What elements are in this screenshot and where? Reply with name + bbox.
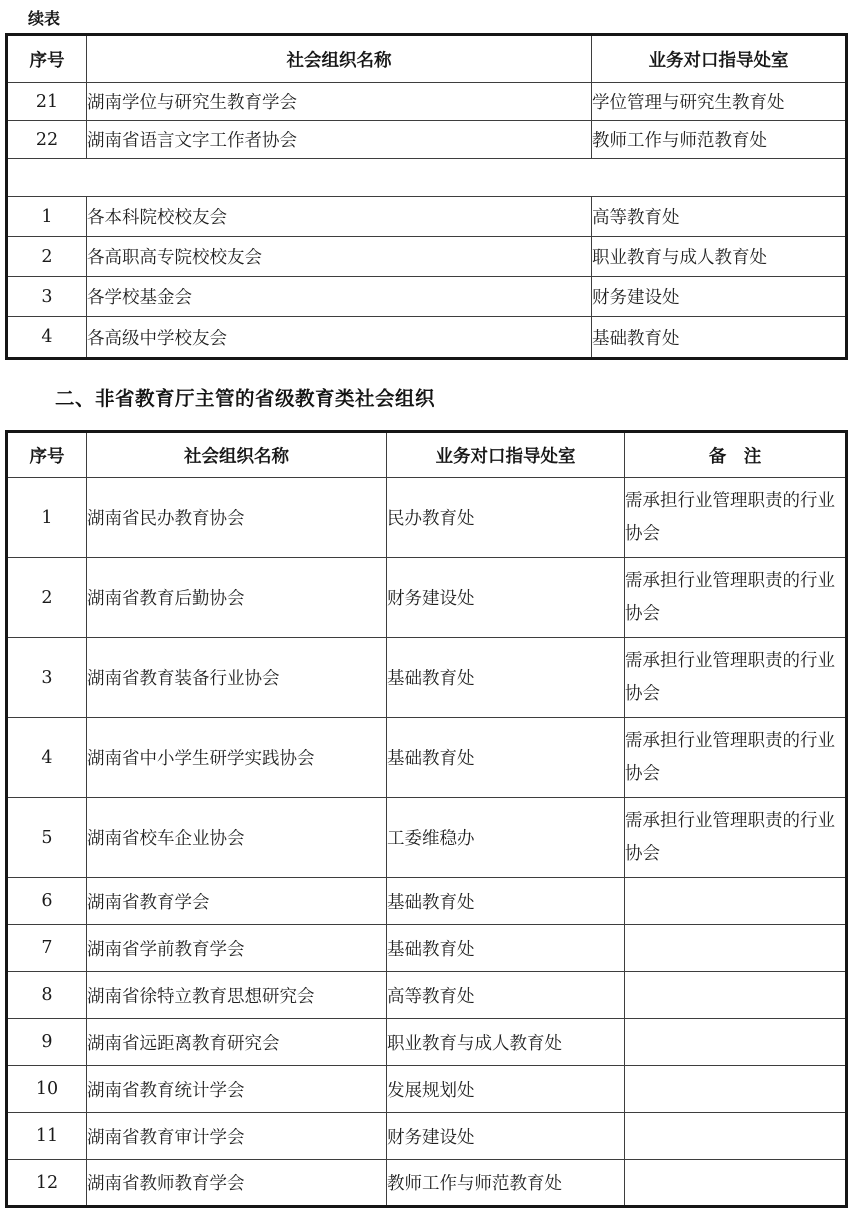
- column-header-seq: 序号: [7, 432, 87, 478]
- office-cell: 职业教育与成人教育处: [592, 237, 847, 277]
- office-cell: 高等教育处: [592, 197, 847, 237]
- office-cell: 工委维稳办: [387, 798, 625, 878]
- remark-cell: [625, 878, 847, 925]
- table-row: [7, 878, 847, 925]
- remark-cell: [625, 1160, 847, 1207]
- table1-body: [7, 83, 847, 359]
- row-number-cell: 4: [7, 718, 87, 798]
- table-header-row: [7, 35, 847, 83]
- column-header-remark: 备 注: [625, 432, 847, 478]
- column-header-seq: 序号: [7, 35, 87, 83]
- table-non-provincial-managed: [5, 430, 848, 1208]
- table-row: [7, 277, 847, 317]
- row-number-cell: 7: [7, 925, 87, 972]
- row-number-cell: 9: [7, 1019, 87, 1066]
- row-number-cell: 21: [7, 83, 87, 121]
- office-cell: 高等教育处: [387, 972, 625, 1019]
- office-cell: 教师工作与师范教育处: [592, 121, 847, 159]
- table-row: [7, 1019, 847, 1066]
- org-name-cell: 各学校基金会: [87, 277, 592, 317]
- org-name-cell: 湖南省教育审计学会: [87, 1113, 387, 1160]
- row-number-cell: 6: [7, 878, 87, 925]
- column-header-office: 业务对口指导处室: [592, 35, 847, 83]
- org-name-cell: 各高职高专院校校友会: [87, 237, 592, 277]
- remark-cell: 需承担行业管理职责的行业协会: [625, 638, 847, 718]
- office-cell: 基础教育处: [387, 925, 625, 972]
- row-number-cell: 3: [7, 277, 87, 317]
- row-number-cell: 12: [7, 1160, 87, 1207]
- office-cell: 民办教育处: [387, 478, 625, 558]
- table2-header: [7, 432, 847, 478]
- table-row: [7, 925, 847, 972]
- row-number-cell: 3: [7, 638, 87, 718]
- org-name-cell: 湖南省中小学生研学实践协会: [87, 718, 387, 798]
- table2-body: [7, 478, 847, 1207]
- continued-table-label: 续表: [28, 9, 61, 28]
- table-row: [7, 972, 847, 1019]
- office-cell: 基础教育处: [387, 718, 625, 798]
- remark-cell: [625, 1066, 847, 1113]
- table-row: [7, 1066, 847, 1113]
- table-row: [7, 83, 847, 121]
- office-cell: 财务建设处: [387, 1113, 625, 1160]
- office-cell: 基础教育处: [592, 317, 847, 359]
- row-number-cell: 1: [7, 478, 87, 558]
- office-cell: 学位管理与研究生教育处: [592, 83, 847, 121]
- remark-cell: 需承担行业管理职责的行业协会: [625, 798, 847, 878]
- office-cell: 教师工作与师范教育处: [387, 1160, 625, 1207]
- row-number-cell: 22: [7, 121, 87, 159]
- org-name-cell: 湖南省教师教育学会: [87, 1160, 387, 1207]
- remark-cell: [625, 1019, 847, 1066]
- table-row: [7, 237, 847, 277]
- office-cell: 财务建设处: [592, 277, 847, 317]
- table-row: [7, 1113, 847, 1160]
- table-row: [7, 798, 847, 878]
- remark-cell: [625, 1113, 847, 1160]
- spacer-cell: [7, 159, 847, 197]
- office-cell: 基础教育处: [387, 638, 625, 718]
- org-name-cell: 湖南省学前教育学会: [87, 925, 387, 972]
- org-name-cell: 湖南省民办教育协会: [87, 478, 387, 558]
- table-row: [7, 317, 847, 359]
- org-name-cell: 湖南省教育后勤协会: [87, 558, 387, 638]
- table-provincial-managed-continued: [5, 33, 848, 360]
- office-cell: 基础教育处: [387, 878, 625, 925]
- row-number-cell: 8: [7, 972, 87, 1019]
- remark-cell: [625, 972, 847, 1019]
- table-row: [7, 1160, 847, 1207]
- office-cell: 财务建设处: [387, 558, 625, 638]
- table1-header: [7, 35, 847, 83]
- org-name-cell: 湖南省校车企业协会: [87, 798, 387, 878]
- remark-cell: 需承担行业管理职责的行业协会: [625, 558, 847, 638]
- org-name-cell: 湖南省远距离教育研究会: [87, 1019, 387, 1066]
- org-name-cell: 各本科院校校友会: [87, 197, 592, 237]
- column-header-org-name: 社会组织名称: [87, 35, 592, 83]
- org-name-cell: 湖南省教育统计学会: [87, 1066, 387, 1113]
- row-number-cell: 4: [7, 317, 87, 359]
- row-number-cell: 10: [7, 1066, 87, 1113]
- table-row: [7, 478, 847, 558]
- row-number-cell: 2: [7, 237, 87, 277]
- column-header-office: 业务对口指导处室: [387, 432, 625, 478]
- org-name-cell: 湖南学位与研究生教育学会: [87, 83, 592, 121]
- spacer-row: [7, 159, 847, 197]
- table-row: [7, 718, 847, 798]
- table-row: [7, 558, 847, 638]
- org-name-cell: 湖南省教育学会: [87, 878, 387, 925]
- table-row: [7, 121, 847, 159]
- org-name-cell: 湖南省徐特立教育思想研究会: [87, 972, 387, 1019]
- row-number-cell: 5: [7, 798, 87, 878]
- section-two-heading: 二、非省教育厅主管的省级教育类社会组织: [55, 387, 436, 410]
- table-header-row: [7, 432, 847, 478]
- office-cell: 发展规划处: [387, 1066, 625, 1113]
- row-number-cell: 1: [7, 197, 87, 237]
- org-name-cell: 湖南省语言文字工作者协会: [87, 121, 592, 159]
- remark-cell: [625, 925, 847, 972]
- column-header-org-name: 社会组织名称: [87, 432, 387, 478]
- row-number-cell: 2: [7, 558, 87, 638]
- org-name-cell: 各高级中学校友会: [87, 317, 592, 359]
- org-name-cell: 湖南省教育装备行业协会: [87, 638, 387, 718]
- table-row: [7, 638, 847, 718]
- table-row: [7, 197, 847, 237]
- office-cell: 职业教育与成人教育处: [387, 1019, 625, 1066]
- row-number-cell: 11: [7, 1113, 87, 1160]
- remark-cell: 需承担行业管理职责的行业协会: [625, 478, 847, 558]
- remark-cell: 需承担行业管理职责的行业协会: [625, 718, 847, 798]
